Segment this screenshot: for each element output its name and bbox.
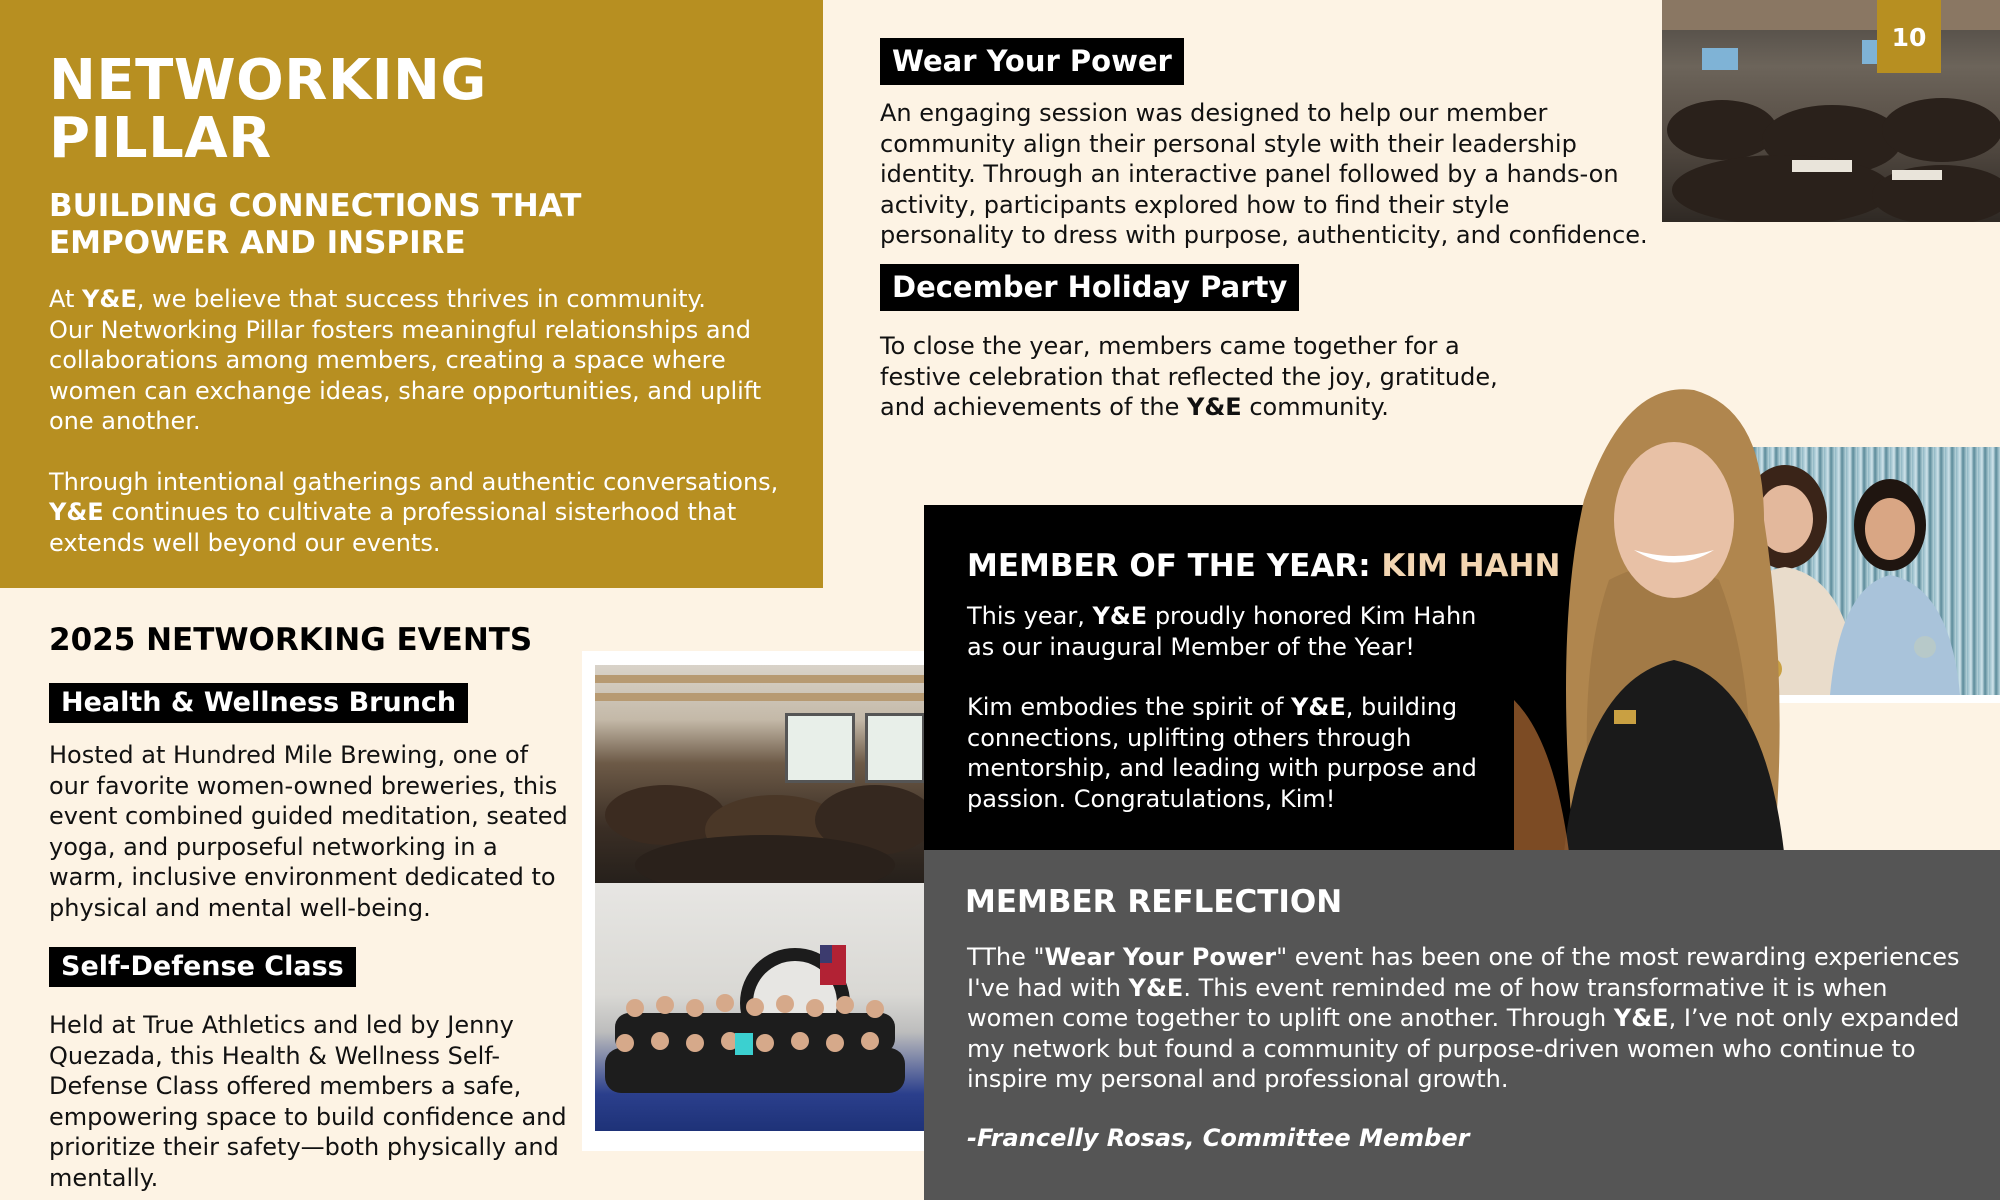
page-title	[49, 48, 783, 171]
events-heading: 2025 NETWORKING EVENTS	[49, 622, 533, 658]
self-defense-title-tag: Self-Defense Class	[49, 947, 356, 987]
moty-p1-before: This year,	[967, 602, 1093, 630]
intro-p2-before: Through intentional gatherings and authentic conversations,	[49, 467, 779, 496]
moty-p2-after: , building connections, uplifting others through mentorship, and leading with purpose and passion. Congratulations, Kim!	[967, 693, 1477, 813]
subtitle-line-1: BUILDING CONNECTIONS THAT	[49, 188, 582, 224]
title-line-2: PILLAR	[49, 106, 272, 171]
brand-name: Y&E	[1092, 602, 1148, 630]
holiday-text-before: To close the year, members came together for a festive celebration that reflected the joy, gratitude, and achievements of the	[880, 332, 1498, 421]
brand-name: Y&E	[1613, 1004, 1669, 1032]
wear-your-power-title-tag: Wear Your Power	[880, 38, 1184, 85]
self-defense-class-photo	[595, 883, 925, 1131]
intro-p1-after: , we believe that success thrives in community.	[136, 285, 706, 313]
brand-name: Y&E	[82, 285, 137, 313]
reflection-text-1: TThe "	[967, 943, 1045, 971]
moty-p1-after: proudly honored Kim Hahn as our inaugural Member of the Year!	[967, 602, 1477, 661]
event-crowd-illustration	[1662, 0, 2000, 222]
moty-paragraph-1	[967, 601, 1507, 662]
page-number: 10	[1877, 0, 1941, 73]
member-of-the-year-text	[967, 601, 1507, 814]
title-line-1: NETWORKING	[49, 48, 487, 113]
portrait-illustration	[1514, 380, 1810, 852]
member-reflection-heading: MEMBER REFLECTION	[965, 884, 1343, 920]
class-group-illustration	[595, 883, 925, 1131]
reflection-text-4: , I’ve not only expanded my network but found a community of purpose-driven women who continue to inspire my personal and professional growth.	[967, 1004, 1960, 1093]
moty-p2-before: Kim embodies the spirit of	[967, 693, 1292, 721]
moty-heading-name: KIM HAHN	[1381, 548, 1561, 584]
wear-your-power-photo	[1662, 0, 2000, 222]
intro-paragraph-2	[49, 467, 783, 559]
intro-p2-after: continues to cultivate a professional sisterhood that extends well beyond our events.	[49, 498, 737, 557]
brand-name: Y&E	[1291, 693, 1346, 721]
holiday-party-title-tag: December Holiday Party	[880, 264, 1299, 311]
page-subtitle	[49, 188, 783, 262]
intro-panel	[0, 0, 823, 588]
holiday-party-description	[880, 331, 1520, 423]
moty-heading-prefix: MEMBER OF THE YEAR:	[967, 548, 1382, 584]
event-name: Wear Your Power	[1044, 943, 1277, 971]
member-reflection-quote	[967, 942, 1967, 1095]
intro-p1-before: At	[49, 285, 83, 313]
reflection-author: -Francelly Rosas, Committee Member	[967, 1124, 1470, 1152]
intro-paragraph-1	[49, 284, 783, 437]
reflection-text-2: " event has been one of the most rewarding experiences I've had with	[967, 943, 1960, 1002]
brand-name: Y&E	[1186, 393, 1242, 421]
event-photo-frame	[582, 651, 925, 1151]
holiday-text-after: community.	[1241, 393, 1389, 421]
brand-name: Y&E	[1128, 973, 1184, 1002]
brunch-event-photo	[595, 665, 925, 883]
brunch-description: Hosted at Hundred Mile Brewing, one of our favorite women-owned breweries, this event combined guided meditation, seated yoga, and purposeful networking in a warm, inclusive environment dedicated to physical and mental well-being.	[49, 741, 568, 922]
moty-paragraph-2	[967, 692, 1507, 814]
reflection-text-3: . This event reminded me of how transformative it is when women come together to uplift one another. Through	[967, 973, 1888, 1032]
brand-name: Y&E	[49, 498, 104, 526]
subtitle-line-2: EMPOWER AND INSPIRE	[49, 225, 466, 261]
wear-your-power-description: An engaging session was designed to help our member community align their personal style with their leadership identity. Through an interactive panel followed by a hands-on activity, participants explored how to find their style personality to dress with purpose, authenticity, and confidence.	[880, 99, 1648, 249]
brunch-title-tag: Health & Wellness Brunch	[49, 683, 468, 723]
kim-hahn-portrait	[1514, 380, 1810, 852]
self-defense-description: Held at True Athletics and led by Jenny Quezada, this Health & Wellness Self-Defense Class offered members a safe, empowering space to build confidence and prioritize their safety—both physically and mentally.	[49, 1011, 567, 1192]
intro-p1-rest: Our Networking Pillar fosters meaningful relationships and collaborations among members, creating a space where women can exchange ideas, share opportunities, and uplift one another.	[49, 315, 762, 435]
member-of-the-year-heading	[967, 548, 1560, 584]
